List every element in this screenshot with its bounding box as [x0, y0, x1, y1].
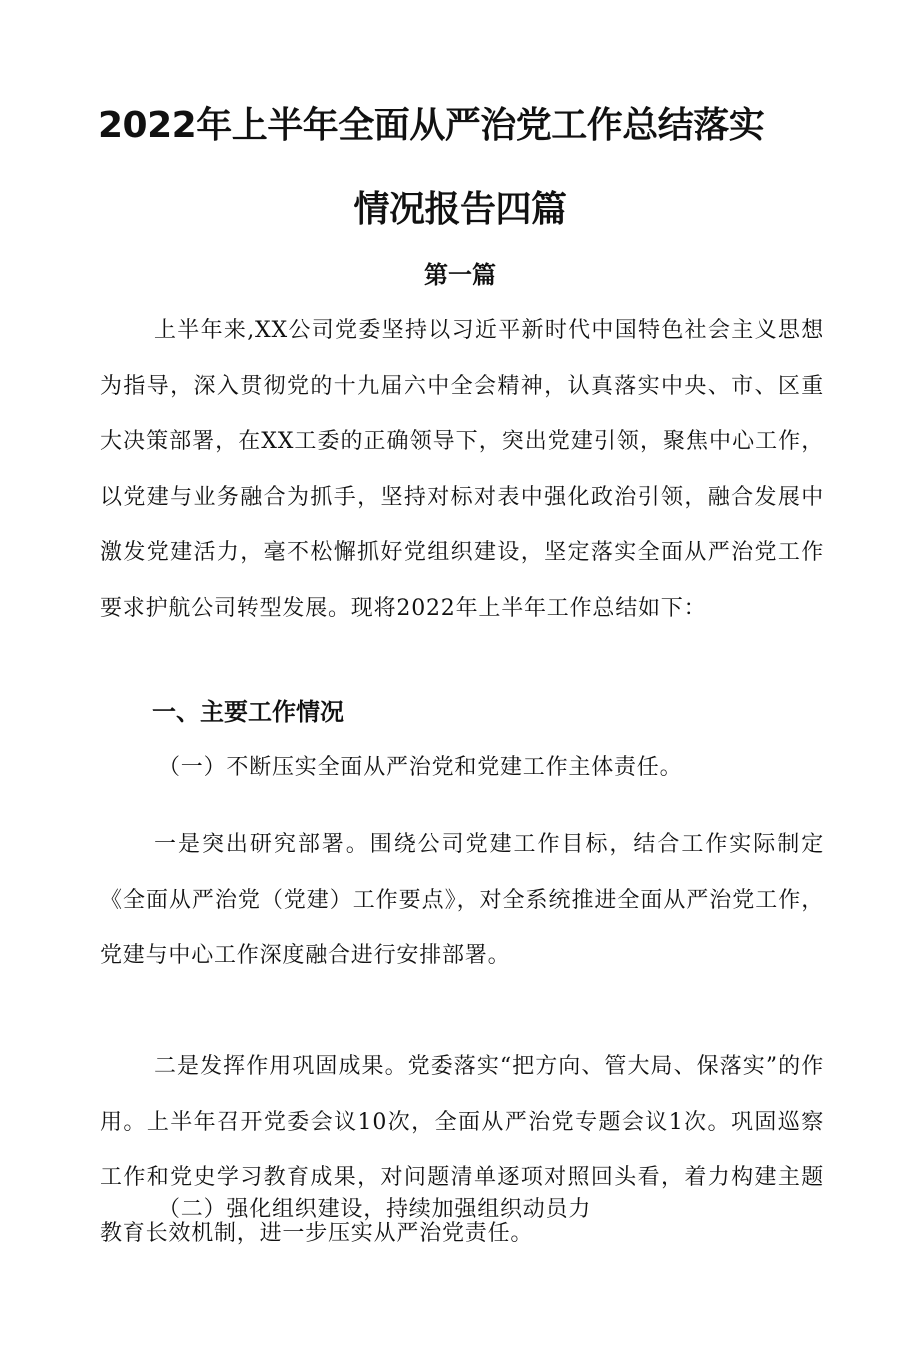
part-subtitle: 第一篇	[424, 261, 496, 289]
intro-paragraph: 上半年来,XX公司党委坚持以习近平新时代中国特色社会主义思想为指导，深入贯彻党的十九届六中全会精神，认真落实中央、市、区重大决策部署，在XX工委的正确领导下，突出党建引领，聚焦中心工作，以党建与业务融合为抓手，坚持对标对表中强化政治引领，融合发展中激发党建活力，毫不松懈抓好党组织建设，坚定落实全面从严治党工作要求护航公司转型发展。现将2022年上半年工作总结如下：	[100, 318, 824, 621]
document-title-line-1: 2022年上半年全面从严治党工作总结落实	[98, 105, 765, 146]
section-heading-main-work: 一、主要工作情况	[152, 698, 344, 726]
body-paragraph-role: 二是发挥作用巩固成果。党委落实“把方向、管大局、保落实”的作用。上半年召开党委会议10次，全面从严治党专题会议1次。巩固巡察工作和党史学习教育成果，对问题清单逐项对照回头看，着力构建主题教育长效机制，进一步压实从严治党责任。	[100, 1054, 824, 1246]
body-paragraph-research: 一是突出研究部署。围绕公司党建工作目标，结合工作实际制定《全面从严治党（党建）工作要点》，对全系统推进全面从严治党工作，党建与中心工作深度融合进行安排部署。	[100, 832, 824, 968]
document-title-line-2: 情况报告四篇	[353, 189, 567, 230]
subsection-heading-2: （二）强化组织建设，持续加强组织动员力	[158, 1197, 592, 1222]
subsection-heading-1: （一）不断压实全面从严治党和党建工作主体责任。	[158, 755, 683, 780]
